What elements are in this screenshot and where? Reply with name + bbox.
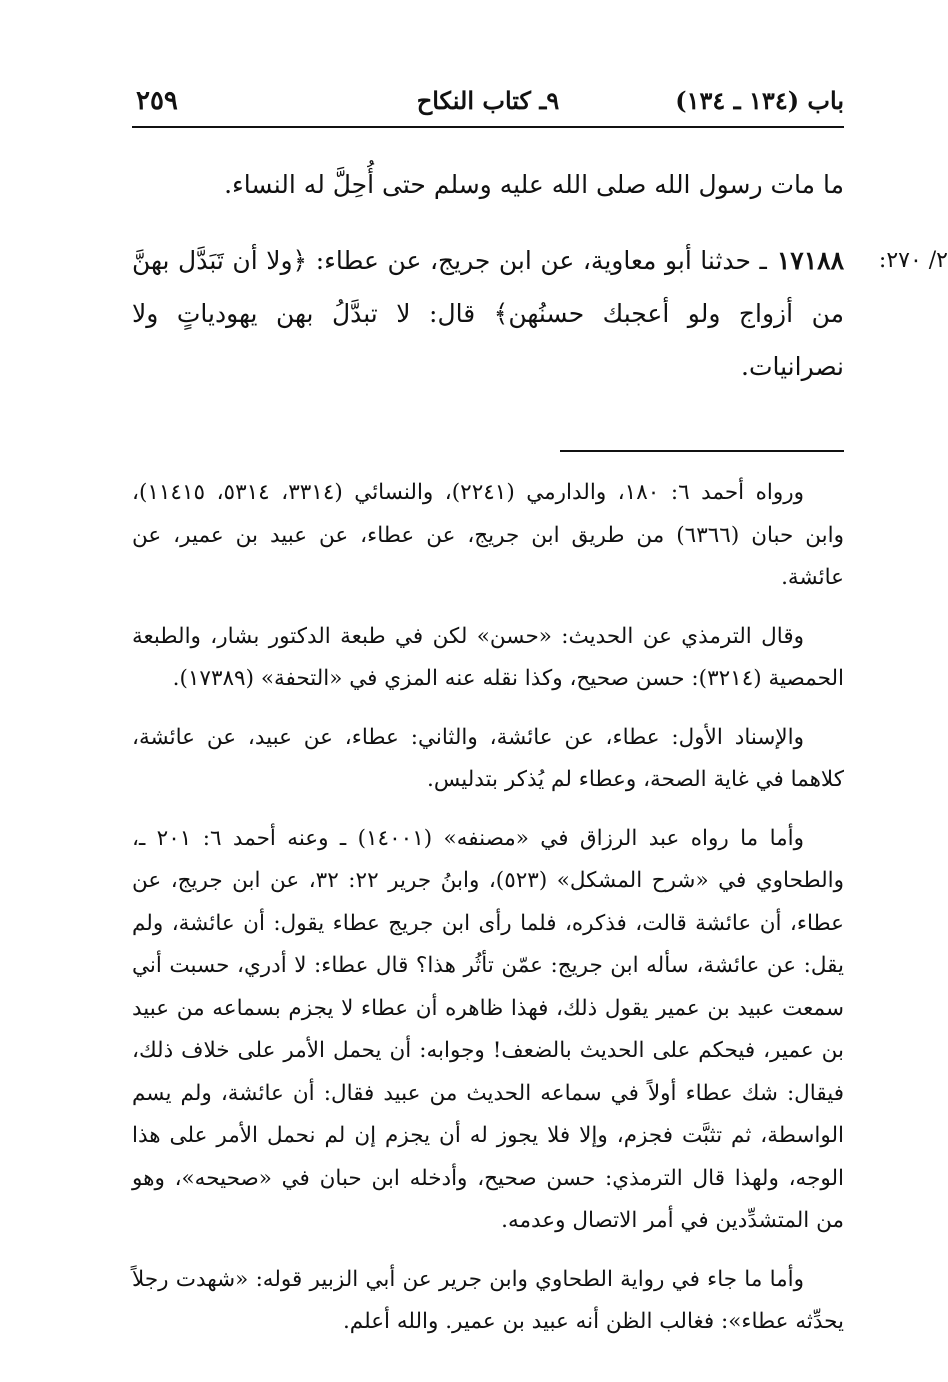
running-header (132, 80, 844, 124)
footnote-paragraph: وأما ما رواه عبد الرزاق في «مصنفه» (١٤٠٠١) ـ وعنه أحمد ٦: ٢٠١ ـ، والطحاوي في «شرح المشكل» (٥٢٣)، وابنُ جرير ٢٢: ٣٢، عن ابن جريج، عن عطاء، أن عائشة قالت، فذكره، فلما رأى ابن جريج عطاء يقول: أن عائشة، ولم يقل: عن عائشة، سأله ابن جريج: عمّن تأثُر هذا؟ قال عطاء: لا أدري، حسبت أني سمعت عبيد بن عمير يقول ذلك، فهذا ظاهره أن عطاء لا يجزم بسماعه من عبيد بن عمير، فيحكم على الحديث بالضعف! وجوابه: أن يحمل الأمر على خلاف ذلك، فيقال: شك عطاء أولاً في سماعه الحديث من عبيد فقال: أن عائشة، ولم يسم الواسطة، ثم تثبَّت فجزم، وإلا فلا يجوز له أن يجزم إن لم نحمل الأمر على هذا الوجه، ولهذا قال الترمذي: حسن صحيح، وأدخله ابن حبان في «صحيحه»، وهو من المتشدِّدين في أمر الاتصال وعدمه. (132, 825, 844, 1233)
hadith-text: ـ حدثنا أبو معاوية، عن ابن جريج، عن عطاء: ﴿ولا أن تَبَدَّل بهنَّ من أزواج ولو أعجبك حسنُهن﴾ قال: لا تبدَّلُ بهن يهودياتٍ ولا نصرانيات. (132, 246, 844, 381)
footnote-paragraph: ورواه أحمد ٦: ١٨٠، والدارمي (٢٢٤١)، والنسائي (٣٣١٤، ٥٣١٤، ١١٤١٥)، وابن حبان (٦٣٦٦) من طريق ابن جريج، عن عطاء، عن عبيد بن عمير، عن عائشة. (132, 480, 844, 590)
margin-reference: ٢/ ٢٧٠: (878, 248, 948, 273)
footnote-paragraph: وأما ما جاء في رواية الطحاوي وابن جرير عن أبي الزبير قوله: «شهدت رجلاً يحدِّثه عطاء»: فغالب الظن أنه عبيد بن عمير. والله أعلم. (132, 1266, 844, 1334)
hadith-number: ١٧١٨٨ (776, 246, 844, 275)
header-divider (132, 126, 844, 128)
footnote-paragraph: وقال الترمذي عن الحديث: «حسن» لكن في طبعة الدكتور بشار، والطبعة الحمصية (٣٢١٤): حسن صحيح، وكذا نقله عنه المزي في «التحفة» (١٧٣٨٩). (132, 623, 844, 691)
intro-text: ما مات رسول الله صلى الله عليه وسلم حتى أُحِلَّ له النساء. (224, 170, 844, 199)
page-number: ٢٥٩ (136, 86, 178, 116)
footnotes (132, 472, 844, 1360)
footnote-paragraph: والإسناد الأول: عطاء، عن عائشة، والثاني: عطاء، عن عبيد، عن عائشة، كلاهما في غاية الصحة، وعطاء لم يُذكر بتدليس. (132, 724, 844, 792)
footnote-divider (560, 450, 844, 452)
chapter-range: باب (١٣٤ ـ ١٣٤) (675, 86, 844, 115)
hadith-paragraph (132, 234, 844, 393)
book-title: ٩ـ كتاب النكاح (416, 86, 560, 115)
